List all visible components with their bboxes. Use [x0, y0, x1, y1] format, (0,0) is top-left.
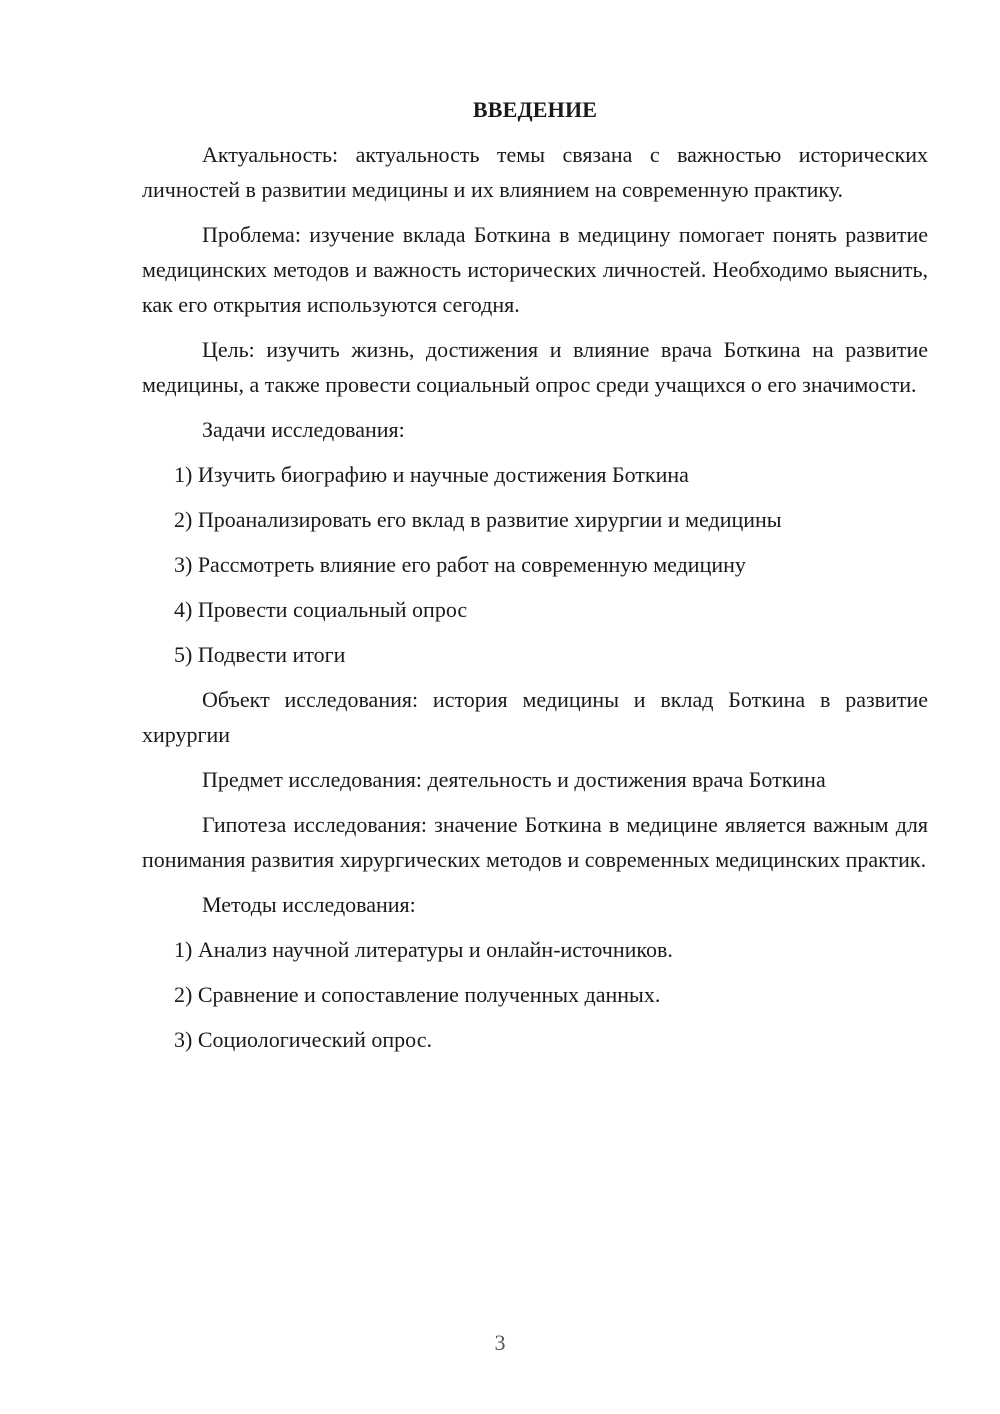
tasks-heading: Задачи исследования: [202, 417, 405, 442]
paragraph-object: Объект исследования: история медицины и вклад Боткина в развитие хирургии [142, 687, 928, 747]
paragraph-relevance: Актуальность: актуальность темы связана с важностью исторических личностей в развитии медицины и их влиянием на современную практику. [142, 142, 928, 202]
page-title: ВВЕДЕНИЕ [472, 97, 598, 122]
methods-heading: Методы исследования: [202, 892, 416, 917]
paragraph-problem: Проблема: изучение вклада Боткина в медицину помогает понять развитие медицинских методов и важность исторических личностей. Необходимо выяснить, как его открытия используются сегодня. [142, 222, 928, 317]
method-item: 1) Анализ научной литературы и онлайн-источников. [174, 937, 673, 962]
paragraph-subject: Предмет исследования: деятельность и достижения врача Боткина [202, 767, 826, 792]
document-page [142, 92, 928, 1067]
paragraph-goal: Цель: изучить жизнь, достижения и влияние врача Боткина на развитие медицины, а также провести социальный опрос среди учащихся о его значимости. [142, 337, 928, 397]
task-item: 2) Проанализировать его вклад в развитие хирургии и медицины [174, 507, 782, 532]
task-item: 1) Изучить биографию и научные достижения Боткина [174, 462, 689, 487]
task-item: 4) Провести социальный опрос [174, 597, 468, 622]
method-item: 2) Сравнение и сопоставление полученных данных. [174, 982, 661, 1007]
task-item: 5) Подвести итоги [174, 642, 346, 667]
paragraph-hypothesis: Гипотеза исследования: значение Боткина в медицине является важным для понимания развития хирургических методов и современных медицинских практик. [142, 812, 928, 872]
page-number: 3 [494, 1330, 506, 1355]
method-item: 3) Социологический опрос. [174, 1027, 432, 1052]
task-item: 3) Рассмотреть влияние его работ на современную медицину [174, 552, 746, 577]
